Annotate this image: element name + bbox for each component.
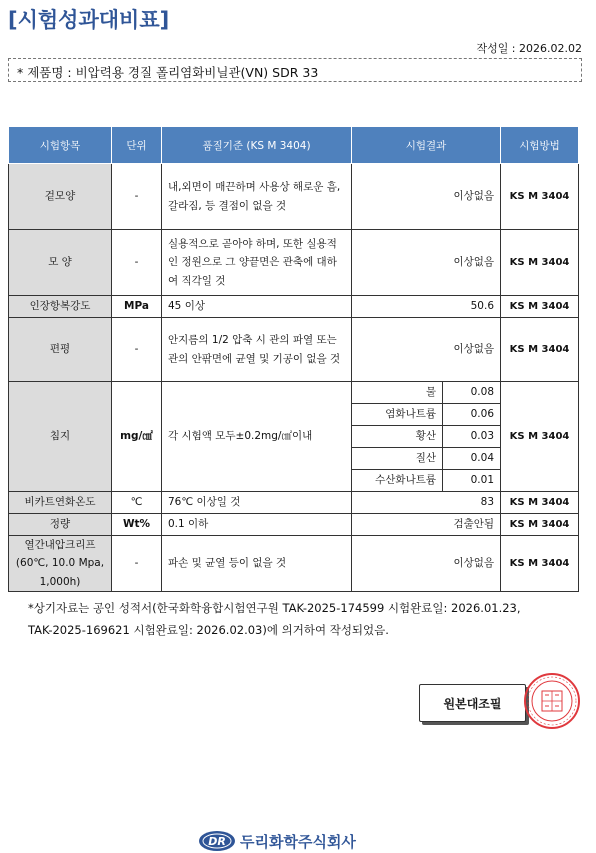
table-row — [9, 514, 579, 536]
product-name-box — [8, 58, 582, 82]
immersion-value: 0.08 — [443, 382, 501, 404]
immersion-solution: 물 — [352, 382, 443, 404]
stamp-label: 원본대조필 — [443, 696, 502, 711]
table-header-row — [9, 127, 579, 164]
immersion-solution: 황산 — [352, 426, 443, 448]
row-standard: 파손 및 균열 등이 없을 것 — [162, 536, 352, 592]
row-standard: 안지름의 1/2 압축 시 관의 파열 또는 관의 안팎면에 균열 및 기공이 없을 것 — [162, 318, 352, 382]
row-unit: - — [112, 536, 162, 592]
header-test-item: 시험항목 — [9, 127, 112, 164]
row-item: 비카트연화온도 — [9, 492, 112, 514]
table-row — [9, 230, 579, 296]
immersion-value: 0.06 — [443, 404, 501, 426]
row-item: 정량 — [9, 514, 112, 536]
test-comparison-table — [8, 126, 579, 592]
company-footer — [198, 830, 356, 852]
row-method: KS M 3404 — [501, 536, 579, 592]
row-unit: - — [112, 230, 162, 296]
row-standard: 0.1 이하 — [162, 514, 352, 536]
row-method: KS M 3404 — [501, 318, 579, 382]
table-row — [9, 492, 579, 514]
row-method: KS M 3404 — [501, 230, 579, 296]
company-name: 두리화학주식회사 — [240, 832, 356, 851]
footnote-line-2: TAK-2025-169621 시험완료일: 2026.02.03)에 의거하여 작성되었음. — [28, 622, 389, 637]
immersion-solution: 질산 — [352, 448, 443, 470]
table-row — [9, 536, 579, 592]
header-test-method: 시험방법 — [501, 127, 579, 164]
row-standard: 45 이상 — [162, 296, 352, 318]
table-row — [9, 318, 579, 382]
row-unit: - — [112, 318, 162, 382]
row-result: 이상없음 — [352, 164, 501, 230]
table-row — [9, 164, 579, 230]
immersion-standard: 각 시험액 모두±0.2mg/㎠이내 — [162, 382, 352, 492]
row-unit: ℃ — [112, 492, 162, 514]
immersion-unit: mg/㎠ — [112, 382, 162, 492]
header-quality-standard: 품질기준 (KS M 3404) — [162, 127, 352, 164]
logo-text: DR — [208, 835, 226, 848]
original-copy-stamp — [419, 684, 526, 722]
table-row — [9, 296, 579, 318]
row-result: 이상없음 — [352, 230, 501, 296]
row-result: 83 — [352, 492, 501, 514]
company-seal-icon — [523, 672, 581, 730]
immersion-solution: 염화나트륨 — [352, 404, 443, 426]
row-method: KS M 3404 — [501, 492, 579, 514]
row-method: KS M 3404 — [501, 164, 579, 230]
header-test-result: 시험결과 — [352, 127, 501, 164]
row-item: 편평 — [9, 318, 112, 382]
document-title: [시험성과대비표] — [8, 8, 170, 32]
footnote — [28, 598, 588, 642]
row-unit: Wt% — [112, 514, 162, 536]
row-standard: 76℃ 이상일 것 — [162, 492, 352, 514]
immersion-value: 0.04 — [443, 448, 501, 470]
immersion-item: 침지 — [9, 382, 112, 492]
row-standard: 실용적으로 곧아야 하며, 또한 실용적인 정원으로 그 양끝면은 관축에 대하여 직각일 것 — [162, 230, 352, 296]
row-result: 이상없음 — [352, 318, 501, 382]
row-unit: - — [112, 164, 162, 230]
date-label: 작성일 : 2026.02.02 — [476, 42, 582, 55]
row-result: 이상없음 — [352, 536, 501, 592]
row-item: 열간내압크리프 (60℃, 10.0 Mpa, 1,000h) — [9, 536, 112, 592]
row-item: 모 양 — [9, 230, 112, 296]
row-method: KS M 3404 — [501, 514, 579, 536]
immersion-method: KS M 3404 — [501, 382, 579, 492]
row-result: 50.6 — [352, 296, 501, 318]
immersion-subrow — [9, 382, 579, 404]
row-standard: 내,외면이 매끈하며 사용상 해로운 흠, 갈라짐, 등 결점이 없을 것 — [162, 164, 352, 230]
immersion-solution: 수산화나트륨 — [352, 470, 443, 492]
row-item: 겉모양 — [9, 164, 112, 230]
product-name: * 제품명 : 비압력용 경질 폴리염화비닐관(VN) SDR 33 — [17, 65, 319, 80]
row-item: 인장항복강도 — [9, 296, 112, 318]
immersion-value: 0.03 — [443, 426, 501, 448]
row-unit: MPa — [112, 296, 162, 318]
immersion-value: 0.01 — [443, 470, 501, 492]
row-method: KS M 3404 — [501, 296, 579, 318]
header-unit: 단위 — [112, 127, 162, 164]
company-logo-icon — [198, 830, 236, 852]
footnote-line-1: *상기자료는 공인 성적서(한국화학융합시험연구원 TAK-2025-174599 시험완료일: 2026.01.23, — [28, 601, 521, 615]
row-result: 검출안됨 — [352, 514, 501, 536]
